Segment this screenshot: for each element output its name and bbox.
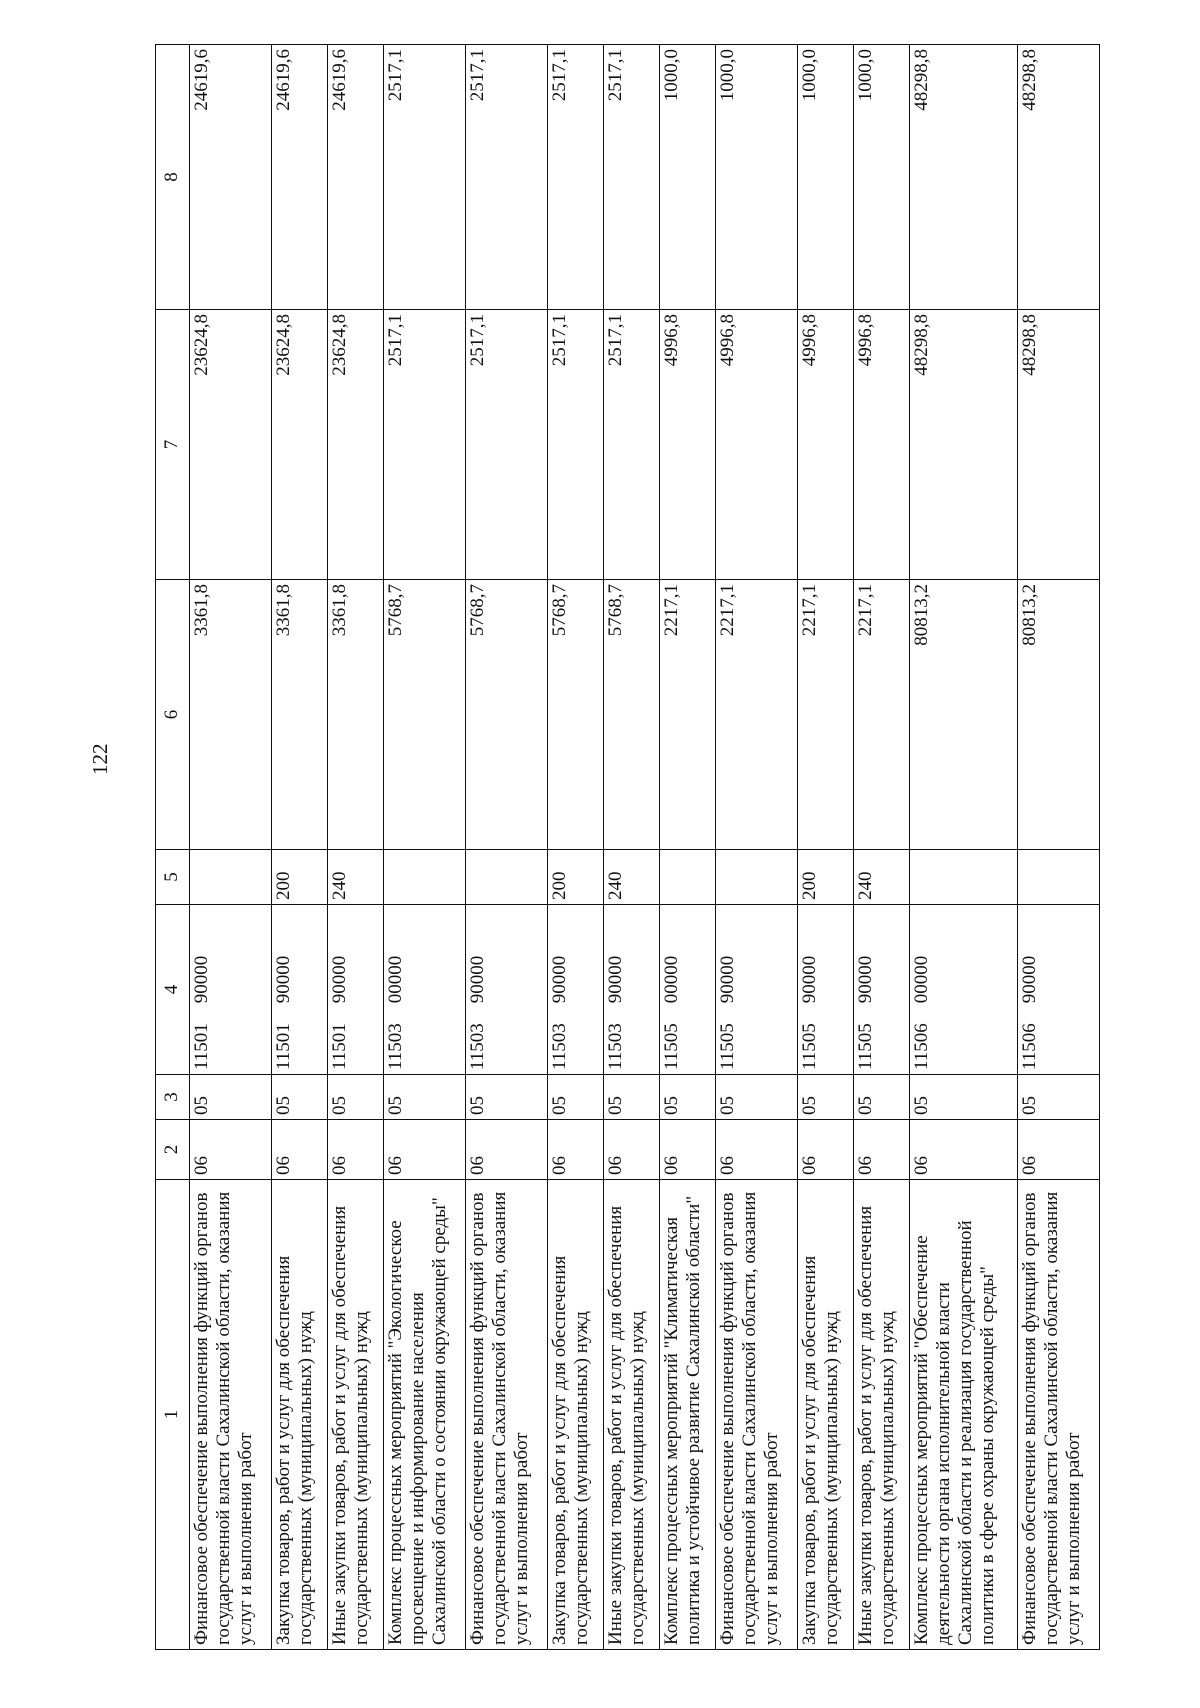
table-row bbox=[798, 45, 854, 1650]
article-code-part2: 90000 bbox=[548, 955, 570, 1004]
amount-col6: 3361,8 bbox=[189, 580, 271, 850]
row-description: Финансовое обеспечение выполнения функций органов государственной власти Сахалинской области, оказания услуг и выполнения работ bbox=[716, 1180, 798, 1650]
section-code: 06 bbox=[854, 1120, 910, 1180]
article-code-part1: 11506 bbox=[911, 1023, 933, 1070]
target-article-code bbox=[189, 905, 271, 1075]
article-code-part1: 11501 bbox=[328, 1023, 350, 1070]
section-code: 06 bbox=[384, 1120, 466, 1180]
amount-col7: 2517,1 bbox=[384, 310, 466, 580]
section-code: 06 bbox=[189, 1120, 271, 1180]
amount-col6: 5768,7 bbox=[384, 580, 466, 850]
article-code-part1: 11503 bbox=[604, 1023, 626, 1070]
article-code-part2: 90000 bbox=[717, 955, 739, 1004]
section-code: 06 bbox=[798, 1120, 854, 1180]
row-description: Финансовое обеспечение выполнения функций органов государственной власти Сахалинской области, оказания услуг и выполнения работ bbox=[465, 1180, 547, 1650]
page-number: 122 bbox=[88, 743, 112, 775]
article-code-part2: 00000 bbox=[385, 955, 407, 1004]
expense-type-code: 240 bbox=[327, 850, 383, 905]
expense-type-code bbox=[1018, 850, 1100, 905]
expense-type-code: 240 bbox=[854, 850, 910, 905]
subsection-code: 05 bbox=[660, 1075, 716, 1120]
amount-col7: 4996,8 bbox=[854, 310, 910, 580]
row-description: Закупка товаров, работ и услуг для обеспечения государственных (муниципальных) нужд bbox=[547, 1180, 603, 1650]
section-code: 06 bbox=[271, 1120, 327, 1180]
amount-col6: 5768,7 bbox=[603, 580, 659, 850]
target-article-code bbox=[384, 905, 466, 1075]
budget-table bbox=[155, 44, 1100, 1650]
expense-type-code: 200 bbox=[271, 850, 327, 905]
subsection-code: 05 bbox=[547, 1075, 603, 1120]
row-description: Финансовое обеспечение выполнения функций органов государственной власти Сахалинской области, оказания услуг и выполнения работ bbox=[1018, 1180, 1100, 1650]
target-article-code bbox=[547, 905, 603, 1075]
target-article-code bbox=[327, 905, 383, 1075]
rotated-table-wrapper bbox=[155, 45, 1100, 1650]
article-code-part1: 11505 bbox=[717, 1023, 739, 1070]
target-article-code bbox=[465, 905, 547, 1075]
amount-col6: 2217,1 bbox=[716, 580, 798, 850]
expense-type-code: 200 bbox=[547, 850, 603, 905]
article-code-part1: 11501 bbox=[272, 1023, 294, 1070]
subsection-code: 05 bbox=[465, 1075, 547, 1120]
row-description: Финансовое обеспечение выполнения функций органов государственной власти Сахалинской области, оказания услуг и выполнения работ bbox=[189, 1180, 271, 1650]
section-code: 06 bbox=[327, 1120, 383, 1180]
subsection-code: 05 bbox=[716, 1075, 798, 1120]
section-code: 06 bbox=[716, 1120, 798, 1180]
target-article-code bbox=[798, 905, 854, 1075]
table-row bbox=[854, 45, 910, 1650]
row-description: Комплекс процессных мероприятий "Обеспечение деятельности органа исполнительной власти Сахалинской области и реализация государственной политики в сфере охраны окружающей среды" bbox=[910, 1180, 1018, 1650]
amount-col8: 24619,6 bbox=[271, 45, 327, 310]
amount-col8: 2517,1 bbox=[603, 45, 659, 310]
table-row bbox=[716, 45, 798, 1650]
amount-col6: 80813,2 bbox=[1018, 580, 1100, 850]
amount-col7: 4996,8 bbox=[660, 310, 716, 580]
section-code: 06 bbox=[660, 1120, 716, 1180]
header-cell: 3 bbox=[156, 1075, 190, 1120]
table-row bbox=[1018, 45, 1100, 1650]
article-code-part2: 00000 bbox=[911, 955, 933, 1004]
row-description: Закупка товаров, работ и услуг для обеспечения государственных (муниципальных) нужд bbox=[798, 1180, 854, 1650]
amount-col6: 3361,8 bbox=[271, 580, 327, 850]
section-code: 06 bbox=[603, 1120, 659, 1180]
article-code-part2: 90000 bbox=[328, 955, 350, 1004]
table-row bbox=[327, 45, 383, 1650]
amount-col8: 2517,1 bbox=[547, 45, 603, 310]
row-description: Иные закупки товаров, работ и услуг для обеспечения государственных (муниципальных) нужд bbox=[327, 1180, 383, 1650]
amount-col7: 48298,8 bbox=[910, 310, 1018, 580]
target-article-code bbox=[603, 905, 659, 1075]
amount-col6: 5768,7 bbox=[465, 580, 547, 850]
amount-col6: 2217,1 bbox=[798, 580, 854, 850]
header-row bbox=[156, 45, 190, 1650]
amount-col8: 48298,8 bbox=[1018, 45, 1100, 310]
amount-col6: 2217,1 bbox=[854, 580, 910, 850]
amount-col7: 2517,1 bbox=[547, 310, 603, 580]
header-cell: 8 bbox=[156, 45, 190, 310]
expense-type-code bbox=[660, 850, 716, 905]
expense-type-code bbox=[189, 850, 271, 905]
target-article-code bbox=[660, 905, 716, 1075]
article-code-part1: 11505 bbox=[855, 1023, 877, 1070]
amount-col7: 2517,1 bbox=[465, 310, 547, 580]
target-article-code bbox=[716, 905, 798, 1075]
subsection-code: 05 bbox=[271, 1075, 327, 1120]
article-code-part1: 11503 bbox=[548, 1023, 570, 1070]
row-description: Закупка товаров, работ и услуг для обеспечения государственных (муниципальных) нужд bbox=[271, 1180, 327, 1650]
target-article-code bbox=[271, 905, 327, 1075]
header-cell: 4 bbox=[156, 905, 190, 1075]
table-row bbox=[660, 45, 716, 1650]
table-row bbox=[189, 45, 271, 1650]
header-cell: 6 bbox=[156, 580, 190, 850]
article-code-part1: 11505 bbox=[799, 1023, 821, 1070]
article-code-part2: 90000 bbox=[799, 955, 821, 1004]
amount-col8: 1000,0 bbox=[798, 45, 854, 310]
table-row bbox=[910, 45, 1018, 1650]
subsection-code: 05 bbox=[384, 1075, 466, 1120]
expense-type-code: 240 bbox=[603, 850, 659, 905]
table-row bbox=[465, 45, 547, 1650]
amount-col8: 24619,6 bbox=[327, 45, 383, 310]
article-code-part1: 11505 bbox=[661, 1023, 683, 1070]
header-cell: 2 bbox=[156, 1120, 190, 1180]
target-article-code bbox=[910, 905, 1018, 1075]
amount-col8: 2517,1 bbox=[465, 45, 547, 310]
article-code-part2: 90000 bbox=[604, 955, 626, 1004]
subsection-code: 05 bbox=[1018, 1075, 1100, 1120]
table-body bbox=[156, 45, 1100, 1650]
amount-col8: 1000,0 bbox=[854, 45, 910, 310]
article-code-part2: 00000 bbox=[661, 955, 683, 1004]
section-code: 06 bbox=[1018, 1120, 1100, 1180]
subsection-code: 05 bbox=[854, 1075, 910, 1120]
amount-col8: 2517,1 bbox=[384, 45, 466, 310]
row-description: Иные закупки товаров, работ и услуг для обеспечения государственных (муниципальных) нужд bbox=[854, 1180, 910, 1650]
header-cell: 7 bbox=[156, 310, 190, 580]
header-cell: 5 bbox=[156, 850, 190, 905]
amount-col6: 80813,2 bbox=[910, 580, 1018, 850]
amount-col6: 5768,7 bbox=[547, 580, 603, 850]
article-code-part1: 11503 bbox=[466, 1023, 488, 1070]
article-code-part1: 11501 bbox=[190, 1023, 212, 1070]
table-row bbox=[547, 45, 603, 1650]
target-article-code bbox=[854, 905, 910, 1075]
row-description: Комплекс процессных мероприятий "Климатическая политика и устойчивое развитие Сахалинской области" bbox=[660, 1180, 716, 1650]
section-code: 06 bbox=[547, 1120, 603, 1180]
subsection-code: 05 bbox=[910, 1075, 1018, 1120]
article-code-part2: 90000 bbox=[1019, 955, 1041, 1004]
expense-type-code bbox=[465, 850, 547, 905]
article-code-part2: 90000 bbox=[190, 955, 212, 1004]
expense-type-code bbox=[716, 850, 798, 905]
article-code-part1: 11506 bbox=[1019, 1023, 1041, 1070]
expense-type-code bbox=[910, 850, 1018, 905]
article-code-part2: 90000 bbox=[855, 955, 877, 1004]
amount-col7: 23624,8 bbox=[327, 310, 383, 580]
amount-col8: 24619,6 bbox=[189, 45, 271, 310]
amount-col8: 1000,0 bbox=[716, 45, 798, 310]
expense-type-code bbox=[384, 850, 466, 905]
subsection-code: 05 bbox=[189, 1075, 271, 1120]
article-code-part1: 11503 bbox=[385, 1023, 407, 1070]
subsection-code: 05 bbox=[603, 1075, 659, 1120]
table-row bbox=[384, 45, 466, 1650]
expense-type-code: 200 bbox=[798, 850, 854, 905]
amount-col6: 3361,8 bbox=[327, 580, 383, 850]
amount-col7: 4996,8 bbox=[716, 310, 798, 580]
row-description: Иные закупки товаров, работ и услуг для обеспечения государственных (муниципальных) нужд bbox=[603, 1180, 659, 1650]
article-code-part2: 90000 bbox=[466, 955, 488, 1004]
amount-col8: 48298,8 bbox=[910, 45, 1018, 310]
amount-col7: 23624,8 bbox=[189, 310, 271, 580]
header-cell: 1 bbox=[156, 1180, 190, 1650]
amount-col7: 4996,8 bbox=[798, 310, 854, 580]
amount-col7: 48298,8 bbox=[1018, 310, 1100, 580]
amount-col6: 2217,1 bbox=[660, 580, 716, 850]
article-code-part2: 90000 bbox=[272, 955, 294, 1004]
section-code: 06 bbox=[465, 1120, 547, 1180]
table-row bbox=[271, 45, 327, 1650]
amount-col7: 2517,1 bbox=[603, 310, 659, 580]
target-article-code bbox=[1018, 905, 1100, 1075]
amount-col7: 23624,8 bbox=[271, 310, 327, 580]
amount-col8: 1000,0 bbox=[660, 45, 716, 310]
section-code: 06 bbox=[910, 1120, 1018, 1180]
row-description: Комплекс процессных мероприятий "Экологическое просвещение и информирование населения Сахалинской области о состоянии окружающей среды" bbox=[384, 1180, 466, 1650]
subsection-code: 05 bbox=[798, 1075, 854, 1120]
table-row bbox=[603, 45, 659, 1650]
subsection-code: 05 bbox=[327, 1075, 383, 1120]
